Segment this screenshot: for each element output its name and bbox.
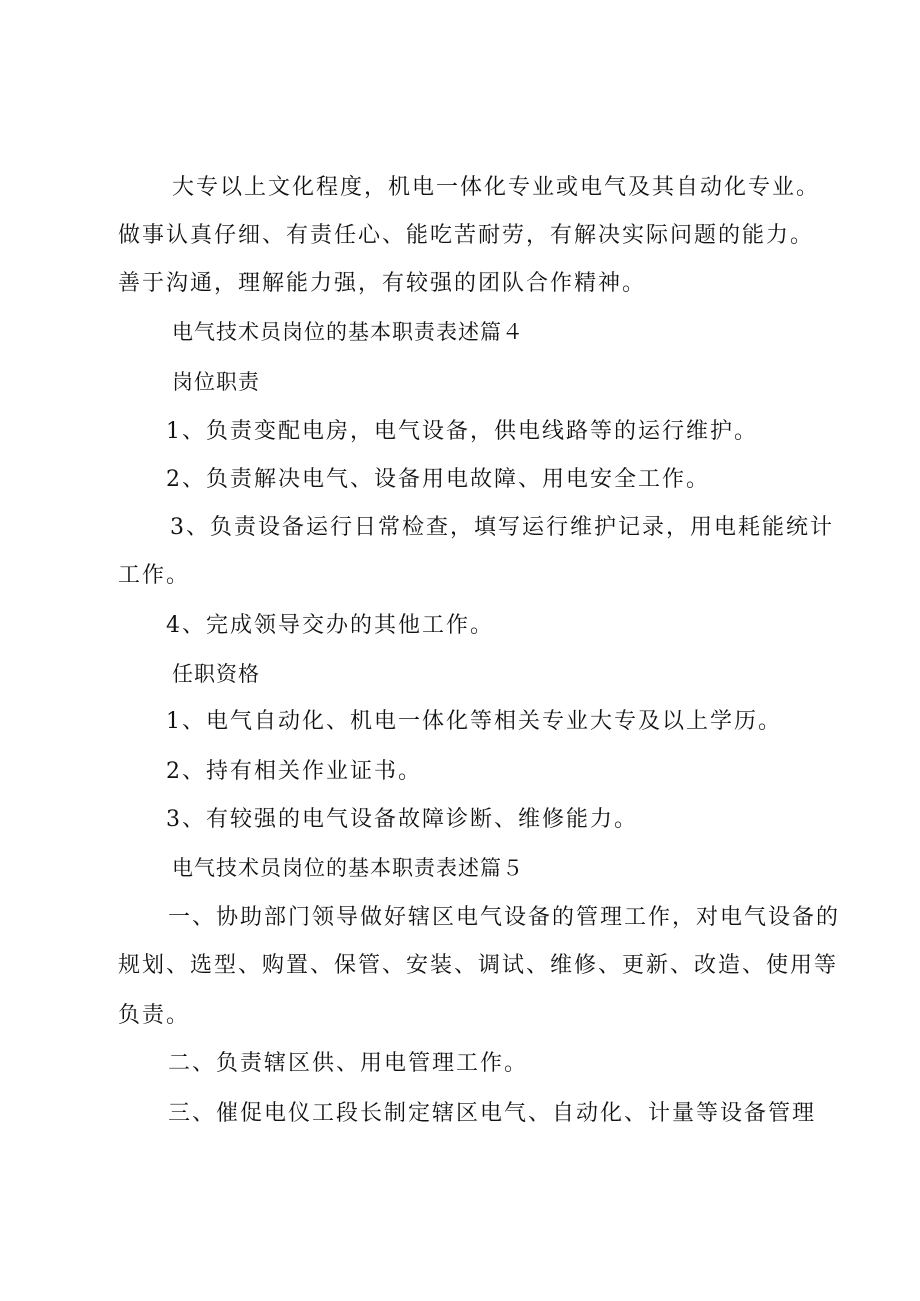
intro-line-2: 做事认真仔细、有责任心、能吃苦耐劳，有解决实际问题的能力。 xyxy=(118,223,815,248)
duty-item-3: 3、负责设备运行日常检查，填写运行维护记录，用电耗能统计 xyxy=(170,515,834,540)
section-5-item-3: 三、催促电仪工段长制定辖区电气、自动化、计量等设备管理 xyxy=(168,1101,817,1126)
intro-line-1: 大专以上文化程度，机电一体化专业或电气及其自动化专业。 xyxy=(172,175,821,200)
section-5-title: 电气技术员岗位的基本职责表述篇５ xyxy=(172,856,524,880)
qualifications-heading: 任职资格 xyxy=(172,662,260,686)
section-4-title: 电气技术员岗位的基本职责表述篇４ xyxy=(172,320,524,344)
duties-heading: 岗位职责 xyxy=(172,370,260,394)
qualification-item-3: 3、有较强的电气设备故障诊断、维修能力。 xyxy=(166,807,638,832)
section-5-item-2: 二、负责辖区供、用电管理工作。 xyxy=(168,1051,529,1076)
duty-item-2: 2、负责解决电气、设备用电故障、用电安全工作。 xyxy=(166,467,710,492)
section-5-item-1-continued: 规划、选型、购置、保管、安装、调试、维修、更新、改造、使用等 xyxy=(118,953,839,978)
duty-item-1: 1、负责变配电房，电气设备，供电线路等的运行维护。 xyxy=(166,419,758,444)
qualification-item-2: 2、持有相关作业证书。 xyxy=(166,759,422,784)
duty-item-4: 4、完成领导交办的其他工作。 xyxy=(166,613,494,638)
section-5-item-1-end: 负责。 xyxy=(118,1003,191,1028)
section-5-item-1: 一、协助部门领导做好辖区电气设备的管理工作，对电气设备的 xyxy=(168,905,841,930)
duty-item-3-continued: 工作。 xyxy=(118,563,191,588)
intro-line-3: 善于沟通，理解能力强，有较强的团队合作精神。 xyxy=(118,271,647,296)
qualification-item-1: 1、电气自动化、机电一体化等相关专业大专及以上学历。 xyxy=(166,709,782,734)
